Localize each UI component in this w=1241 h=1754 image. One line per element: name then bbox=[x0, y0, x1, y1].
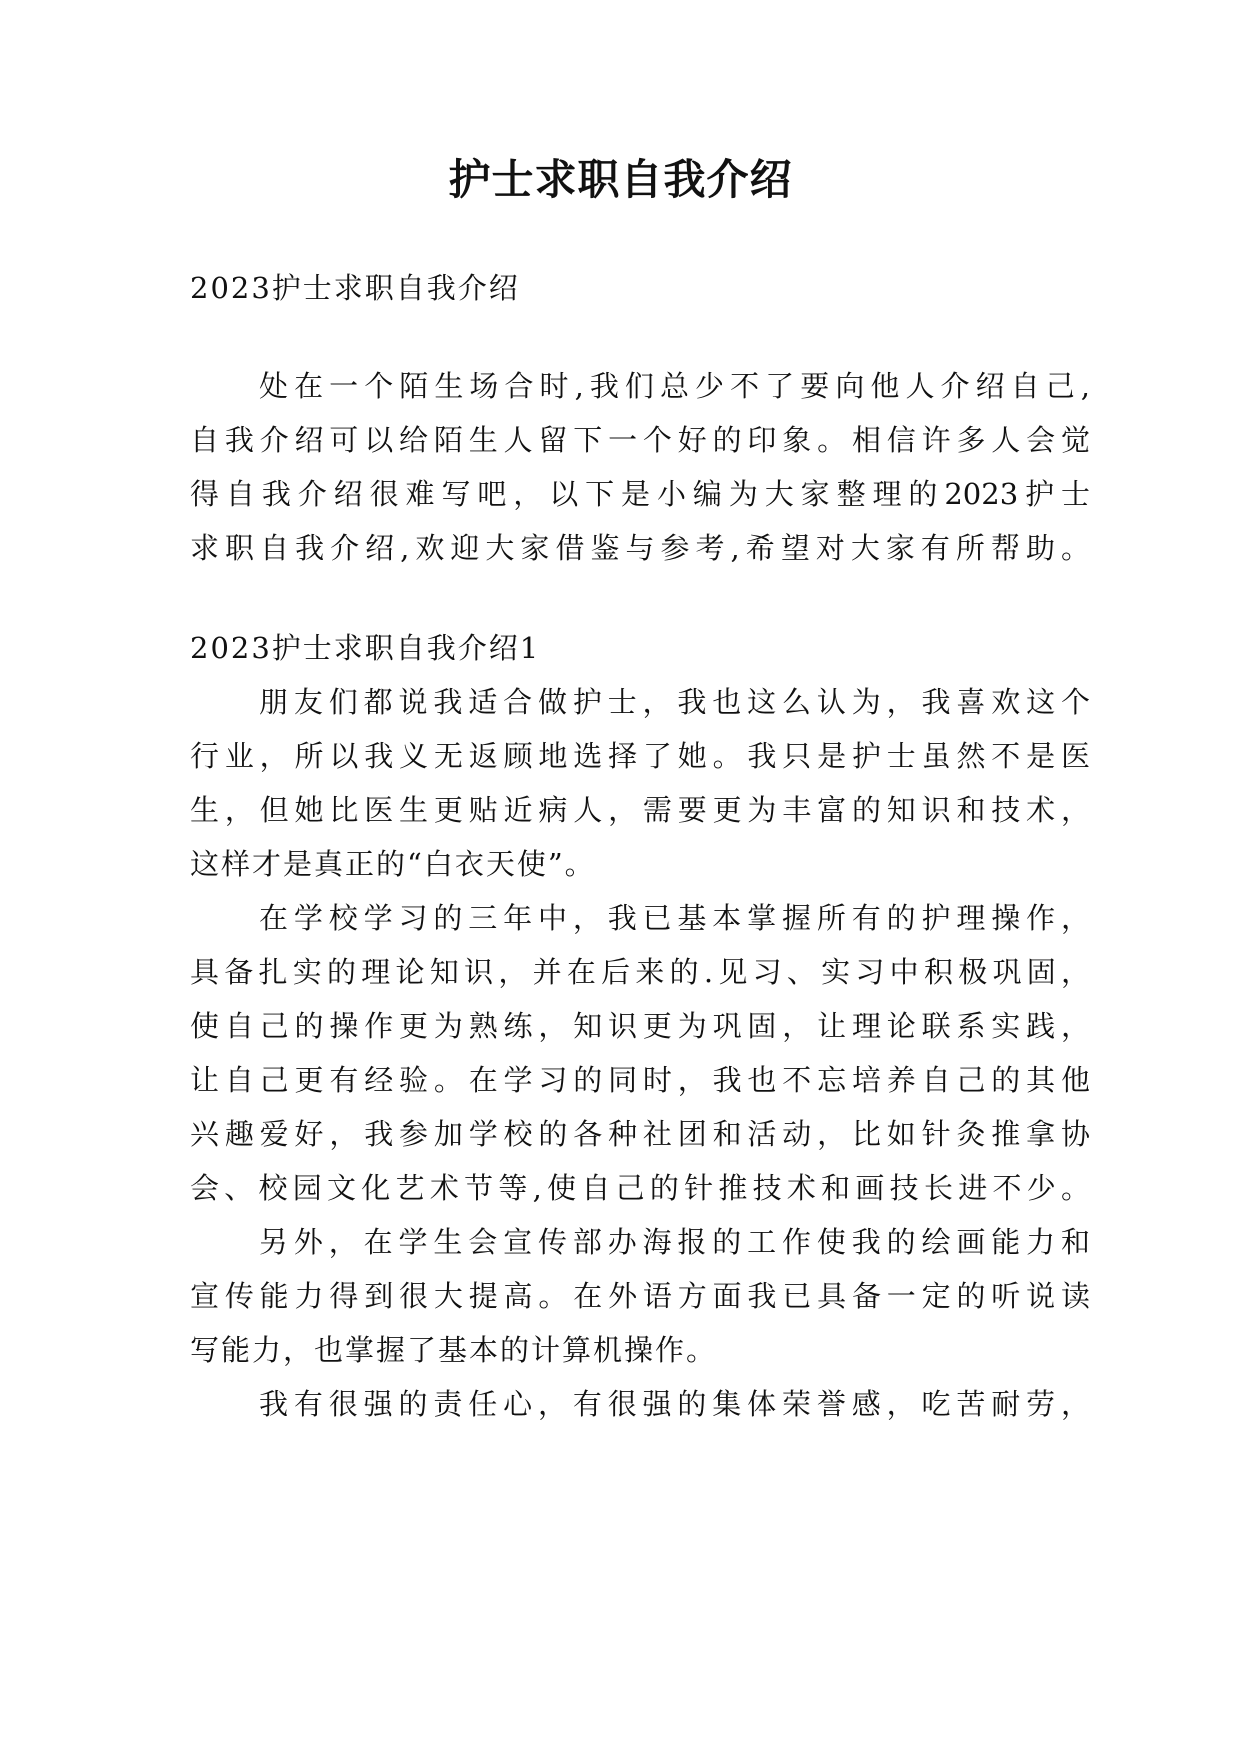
section-heading: 2023护士求职自我介绍1 bbox=[190, 631, 541, 665]
body-line: 这样才是真正的“白衣天使”。 bbox=[190, 847, 596, 881]
body-line: 兴趣爱好，我参加学校的各种社团和活动，比如针灸推拿协 bbox=[190, 1117, 1090, 1151]
body-line: 会、校园文化艺术节等,使自己的针推技术和画技长进不少。 bbox=[190, 1171, 1090, 1205]
body-line: 生，但她比医生更贴近病人，需要更为丰富的知识和技术， bbox=[190, 793, 1090, 827]
intro-line: 处在一个陌生场合时,我们总少不了要向他人介绍自己, bbox=[259, 369, 1090, 403]
body-line: 让自己更有经验。在学习的同时，我也不忘培养自己的其他 bbox=[190, 1063, 1090, 1097]
body-line: 具备扎实的理论知识，并在后来的.见习、实习中积极巩固， bbox=[190, 955, 1090, 989]
intro-line: 自我介绍可以给陌生人留下一个好的印象。相信许多人会觉 bbox=[190, 423, 1090, 457]
body-line: 使自己的操作更为熟练，知识更为巩固，让理论联系实践， bbox=[190, 1009, 1090, 1043]
body-line: 写能力，也掌握了基本的计算机操作。 bbox=[190, 1333, 718, 1367]
document-title: 护士求职自我介绍 bbox=[448, 155, 793, 204]
body-line: 在学校学习的三年中，我已基本掌握所有的护理操作， bbox=[259, 901, 1090, 935]
body-line: 我有很强的责任心，有很强的集体荣誉感，吃苦耐劳， bbox=[259, 1387, 1090, 1421]
intro-line: 求职自我介绍,欢迎大家借鉴与参考,希望对大家有所帮助。 bbox=[190, 531, 1090, 565]
body-line: 朋友们都说我适合做护士，我也这么认为，我喜欢这个 bbox=[259, 685, 1090, 719]
body-line: 行业，所以我义无返顾地选择了她。我只是护士虽然不是医 bbox=[190, 739, 1090, 773]
intro-line: 得自我介绍很难写吧，以下是小编为大家整理的2023护士 bbox=[190, 477, 1090, 511]
document-subtitle: 2023护士求职自我介绍 bbox=[190, 271, 520, 305]
body-line: 另外，在学生会宣传部办海报的工作使我的绘画能力和 bbox=[259, 1225, 1090, 1259]
body-line: 宣传能力得到很大提高。在外语方面我已具备一定的听说读 bbox=[190, 1279, 1090, 1313]
